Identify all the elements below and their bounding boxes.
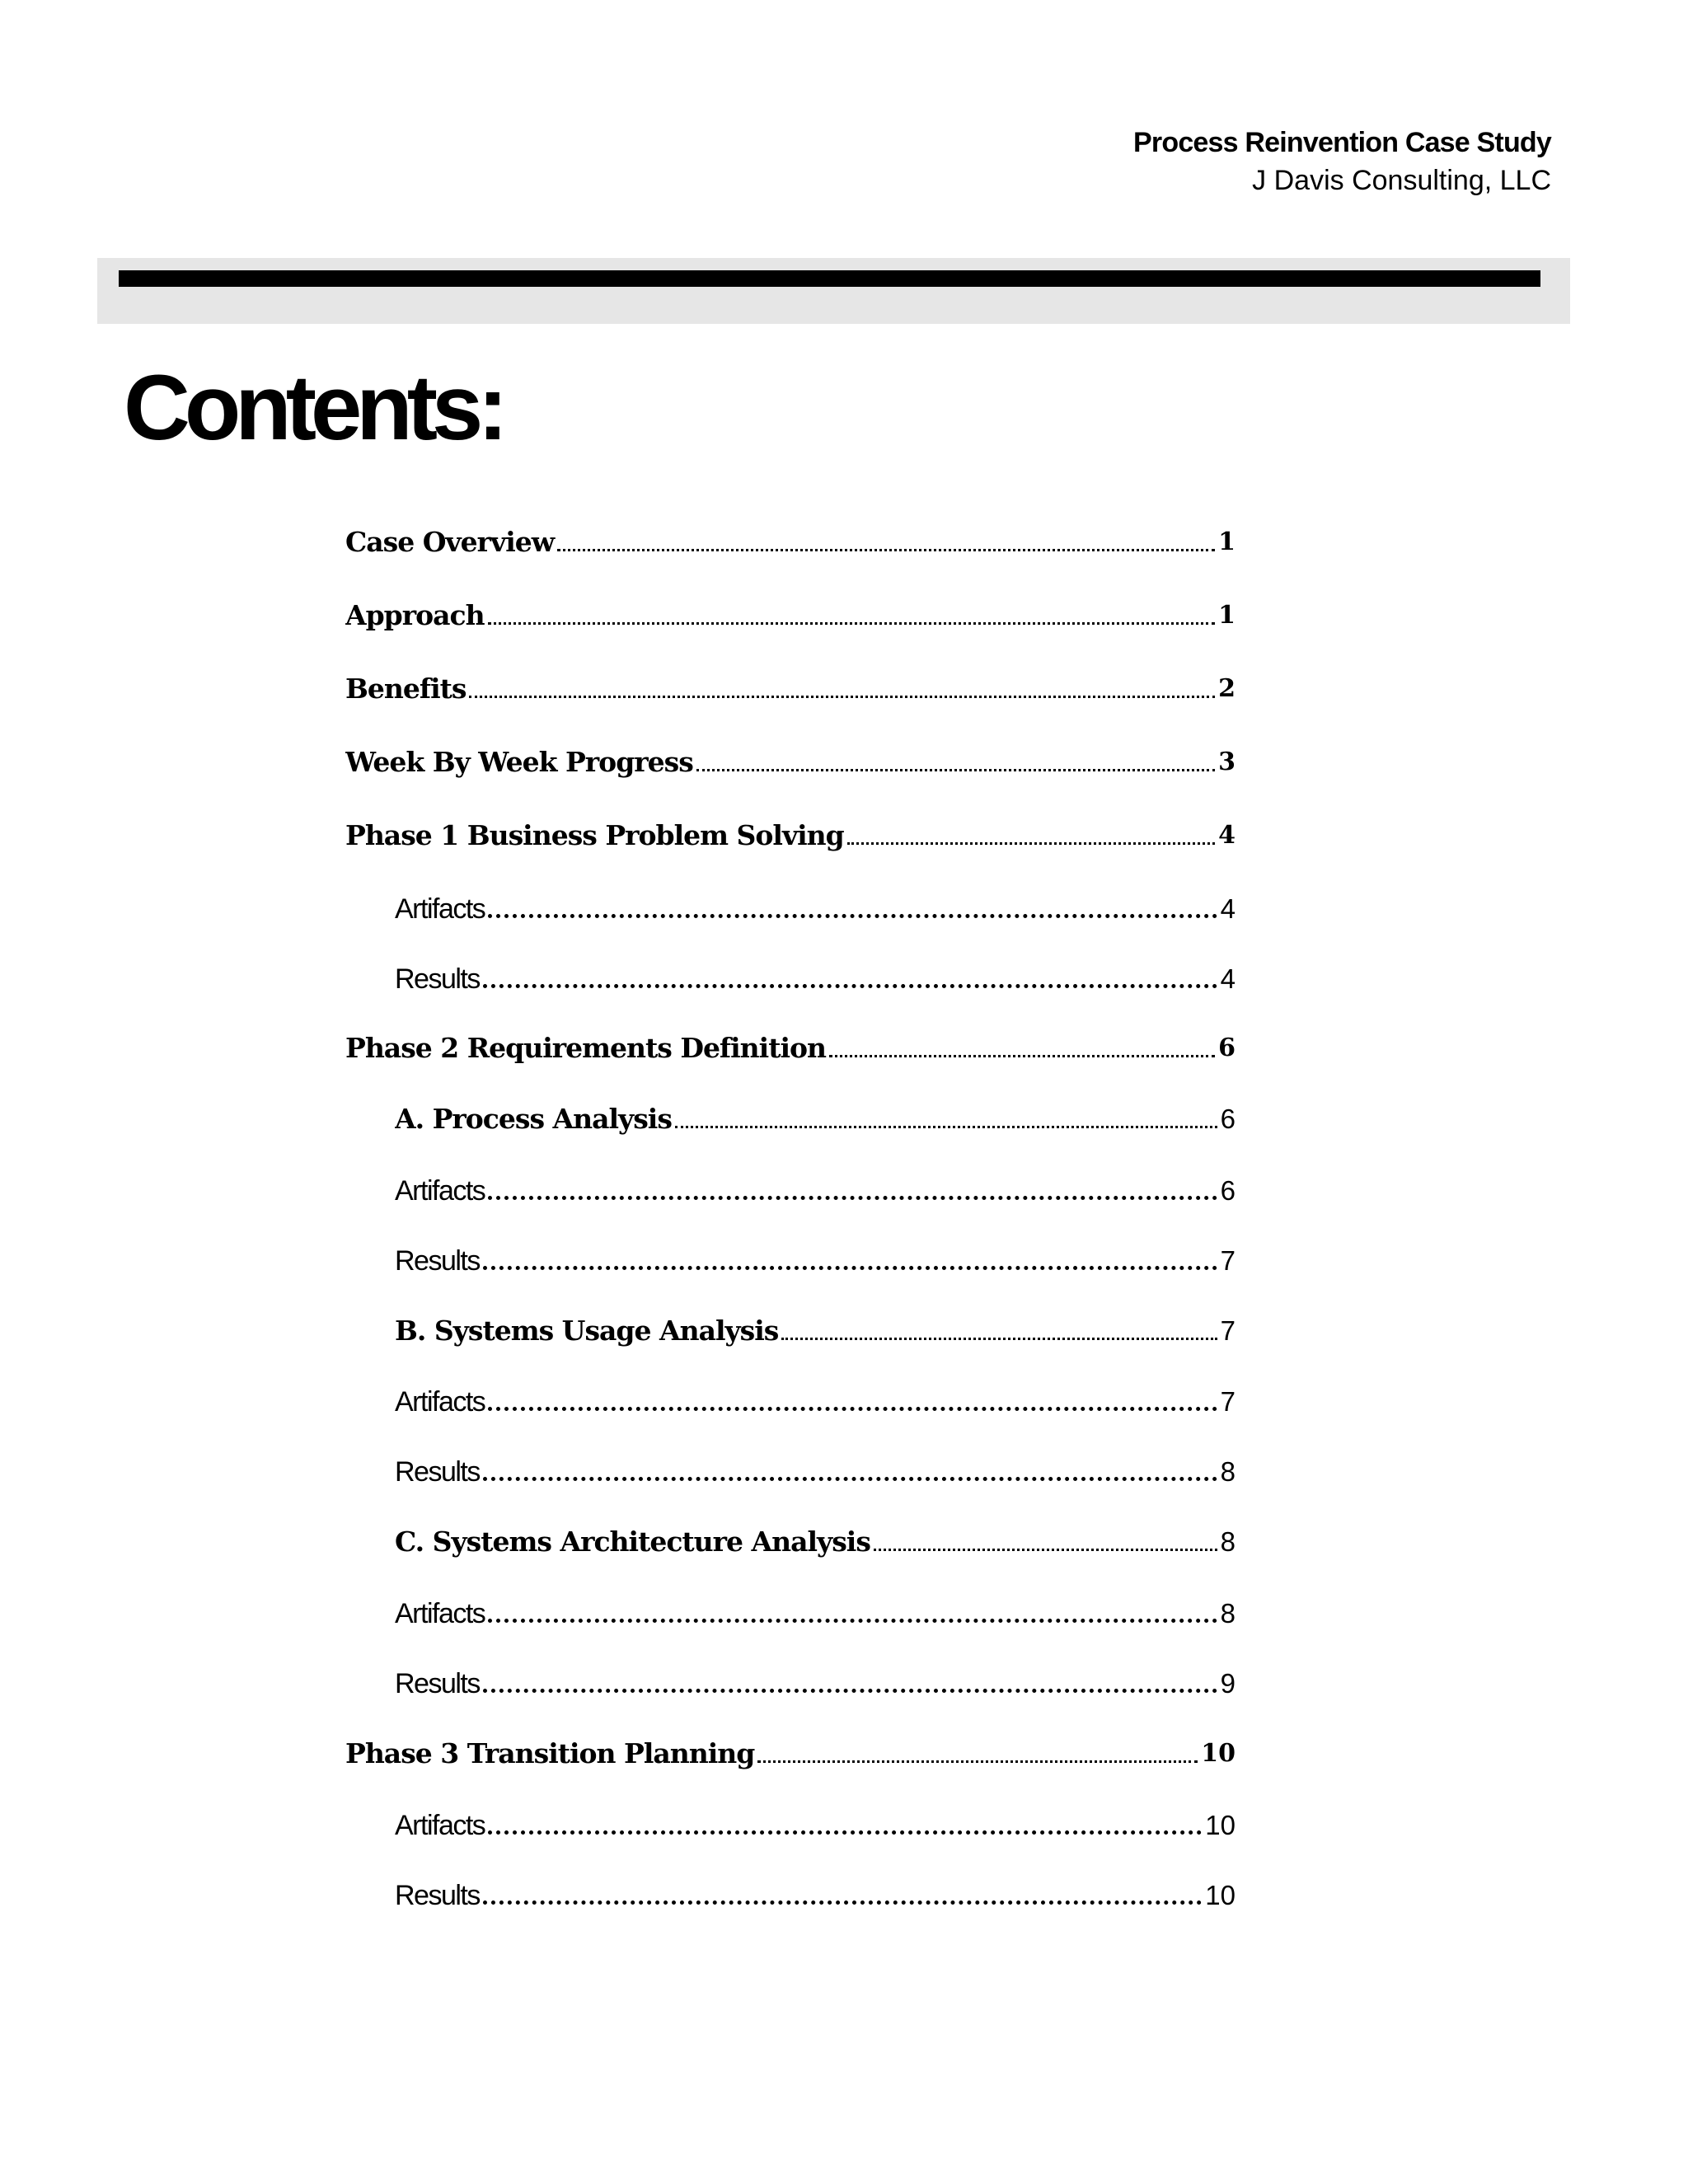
toc-entry-label: Week By Week Progress — [345, 746, 693, 778]
toc-dot-leader — [488, 1830, 1202, 1835]
toc-entry[interactable] — [345, 664, 1236, 705]
toc-entry[interactable] — [345, 591, 1236, 632]
toc-entry-label: Results — [395, 1456, 480, 1488]
toc-entry-label: A. Process Analysis — [395, 1103, 672, 1135]
contents-heading: Contents: — [124, 356, 503, 459]
toc-entry-page-number: 8 — [1220, 1456, 1236, 1487]
toc-entry[interactable] — [395, 1094, 1236, 1136]
toc-entry[interactable] — [395, 954, 1236, 996]
toc-entry-label: Phase 3 Transition Planning — [345, 1737, 755, 1769]
toc-entry-page-number: 10 — [1201, 1739, 1236, 1768]
toc-entry-label: Approach — [345, 599, 485, 631]
toc-dot-leader — [483, 1266, 1217, 1270]
toc-entry-page-number: 1 — [1218, 527, 1236, 556]
toc-entry[interactable] — [395, 1306, 1236, 1347]
toc-entry-page-number: 9 — [1220, 1668, 1236, 1699]
toc-entry-page-number: 2 — [1218, 674, 1236, 703]
toc-dot-leader — [847, 842, 1215, 845]
toc-entry-page-number: 3 — [1218, 748, 1236, 776]
toc-entry[interactable] — [395, 1589, 1236, 1630]
toc-dot-leader — [488, 914, 1217, 918]
toc-entry[interactable] — [345, 738, 1236, 779]
toc-dot-leader — [483, 1689, 1217, 1693]
toc-entry-page-number: 6 — [1220, 1104, 1236, 1134]
toc-entry[interactable] — [345, 811, 1236, 852]
toc-entry[interactable] — [395, 1236, 1236, 1277]
toc-entry-label: Results — [395, 1245, 480, 1277]
toc-dot-leader — [874, 1549, 1217, 1551]
toc-entry-label: Phase 2 Requirements Definition — [345, 1032, 826, 1064]
toc-entry-label: Phase 1 Business Problem Solving — [345, 819, 844, 851]
toc-entry-label: Artifacts — [395, 893, 485, 925]
toc-entry-page-number: 1 — [1218, 601, 1236, 630]
toc-entry-page-number: 6 — [1220, 1175, 1236, 1206]
toc-dot-leader — [488, 1196, 1217, 1200]
toc-entry[interactable] — [395, 1447, 1236, 1488]
toc-entry-page-number: 8 — [1220, 1598, 1236, 1629]
toc-entry-label: Results — [395, 963, 480, 995]
toc-entry-page-number: 4 — [1218, 821, 1236, 850]
toc-entry-label: Results — [395, 1880, 480, 1911]
toc-entry-label: Artifacts — [395, 1386, 485, 1418]
toc-dot-leader — [488, 622, 1216, 625]
toc-entry-label: B. Systems Usage Analysis — [395, 1315, 779, 1347]
toc-dot-leader — [483, 1477, 1217, 1481]
toc-entry-label: Benefits — [345, 673, 467, 705]
toc-entry-page-number: 4 — [1220, 893, 1236, 924]
toc-entry-page-number: 7 — [1220, 1315, 1236, 1346]
toc-entry[interactable] — [395, 1377, 1236, 1418]
toc-entry-label: Results — [395, 1668, 480, 1699]
toc-dot-leader — [483, 984, 1217, 988]
toc-entry[interactable] — [395, 884, 1236, 926]
toc-dot-leader — [469, 696, 1215, 698]
toc-dot-leader — [483, 1900, 1202, 1905]
toc-entry-page-number: 10 — [1205, 1880, 1236, 1910]
toc-entry[interactable] — [395, 1517, 1236, 1558]
toc-entry-page-number: 6 — [1218, 1033, 1236, 1062]
toc-dot-leader — [829, 1055, 1215, 1057]
toc-entry[interactable] — [345, 518, 1236, 559]
toc-entry-page-number: 10 — [1205, 1810, 1236, 1840]
toc-entry-page-number: 7 — [1220, 1386, 1236, 1417]
toc-entry[interactable] — [395, 1166, 1236, 1207]
toc-dot-leader — [557, 549, 1215, 551]
toc-entry[interactable] — [395, 1871, 1236, 1912]
toc-entry-page-number: 8 — [1220, 1526, 1236, 1557]
toc-entry[interactable] — [395, 1659, 1236, 1700]
toc-entry-page-number: 4 — [1220, 963, 1236, 994]
toc-entry-label: Artifacts — [395, 1598, 485, 1629]
toc-dot-leader — [488, 1619, 1217, 1623]
toc-entry[interactable] — [395, 1801, 1236, 1842]
toc-dot-leader — [696, 769, 1215, 771]
toc-dot-leader — [781, 1338, 1217, 1340]
toc-entry-label: C. Systems Architecture Analysis — [395, 1526, 870, 1558]
toc-entry[interactable] — [345, 1024, 1236, 1065]
toc-entry-label: Artifacts — [395, 1810, 485, 1841]
toc-entry-label: Artifacts — [395, 1175, 485, 1207]
document-title: Process Reinvention Case Study — [1133, 127, 1551, 158]
company-name: J Davis Consulting, LLC — [1252, 165, 1551, 196]
toc-entry[interactable] — [345, 1729, 1236, 1770]
toc-entry-label: Case Overview — [345, 526, 555, 558]
table-of-contents — [345, 0, 1236, 2184]
toc-dot-leader — [488, 1407, 1217, 1411]
toc-entry-page-number: 7 — [1220, 1245, 1236, 1276]
toc-dot-leader — [675, 1126, 1217, 1128]
toc-dot-leader — [757, 1760, 1198, 1763]
